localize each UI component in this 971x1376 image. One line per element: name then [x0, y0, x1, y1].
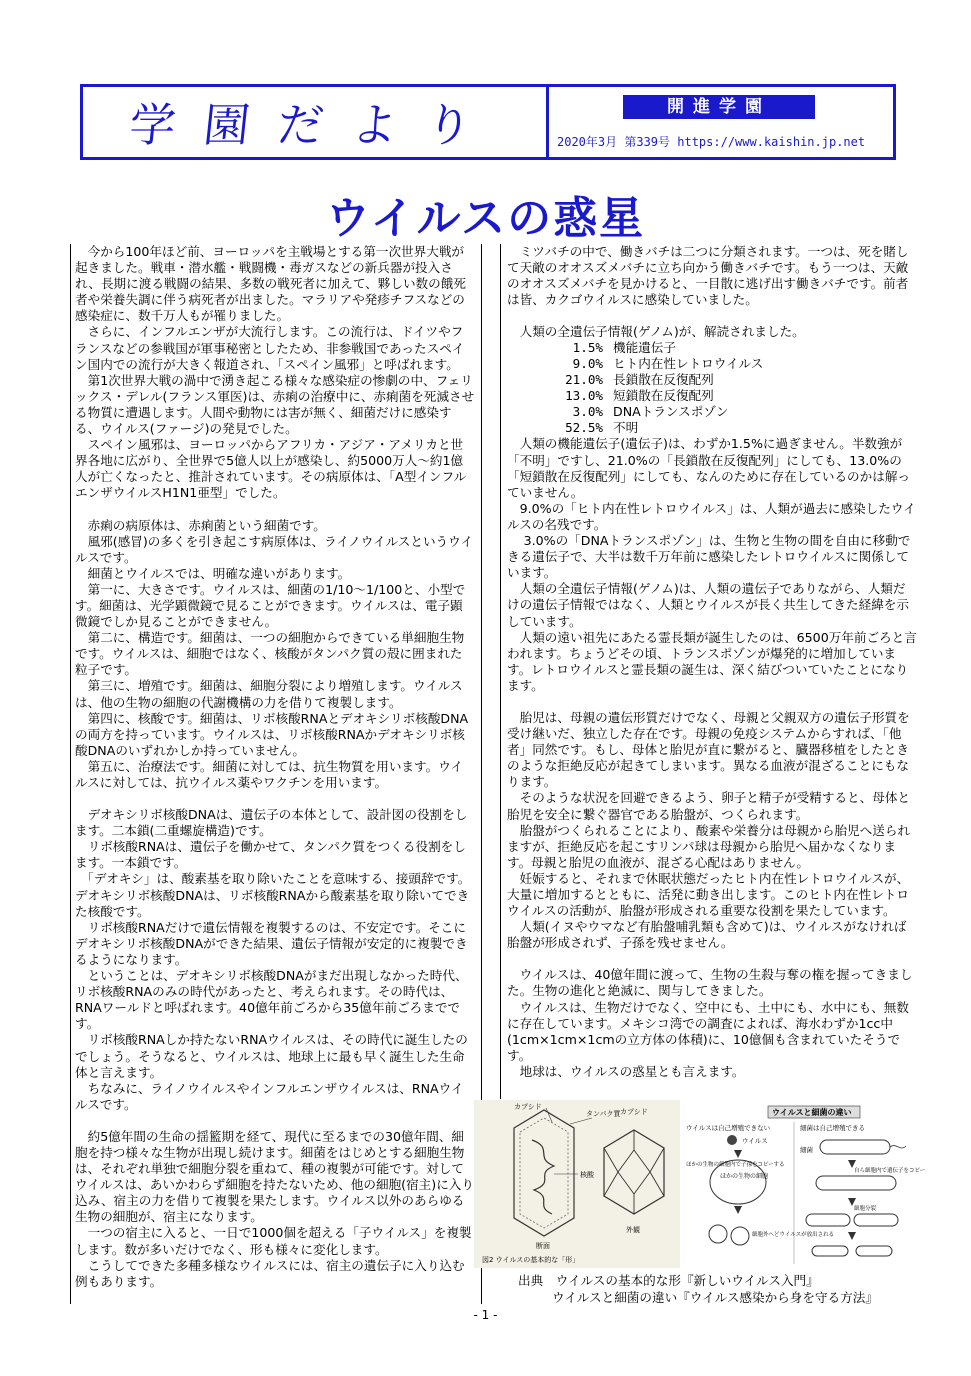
genome-row: [547, 404, 773, 420]
paragraph: 細菌とウイルスでは、明確な違いがあります。: [75, 565, 351, 581]
bacteria-label: 細菌: [800, 1146, 813, 1154]
bacterium-copying: [816, 1176, 896, 1190]
org-badge: 開進学園: [623, 95, 815, 119]
arrow-down-icon: [848, 1160, 856, 1168]
label-capsid-1: カプシド: [514, 1103, 542, 1111]
paragraph: 赤痢の病原体は、赤痢菌という細菌です。: [75, 517, 326, 533]
paragraph: 一つの宿主に入ると、一日で1000個を超える「子ウイルス」を複製します。数が多いだけでなく、形も様々に変化します。: [75, 1225, 472, 1257]
genome-row: [547, 356, 773, 372]
virus-particle: [727, 1135, 737, 1145]
daughter-cell: [731, 1227, 749, 1245]
facet-edge: [604, 1148, 618, 1172]
label-capsid-2: カプシド: [620, 1108, 648, 1116]
genome-percent: 52.5%: [565, 420, 603, 436]
label-section: 断面: [536, 1242, 550, 1250]
paragraph-gap: [75, 502, 475, 518]
paragraph: 風邪(感冒)の多くを引き起こす病原体は、ライノウイルスというウイルスです。: [75, 533, 473, 565]
paragraph: ウイルスは、40億年間に渡って、生物の生殺与奪の権を握ってきました。生物の進化と絶滅に、関与してきました。: [507, 967, 913, 999]
paragraph: 約5億年間の生命の揺籃期を経て、現代に至るまでの30億年間、細胞を持つ様々な生物が出現し続けます。細菌をはじめとする細胞生物は、それぞれ単独で細胞分裂を重ねて、種の複製が可能です。対してウイルスは、あいかわらず細胞を持たないため、他の細胞(宿主)に入り込み、宿主の力を借りて複製を果たします。ウイルス以外のあらゆる生物の細胞が、宿主になります。: [75, 1128, 474, 1225]
genome-percent: 3.0%: [572, 404, 603, 420]
release-label: 細胞外へどウイルスが放出される: [752, 1232, 835, 1238]
paragraph-gap: [75, 1113, 475, 1129]
genome-category: 短鎖散在反復配列: [613, 388, 714, 404]
paragraph: 3.0%の「DNAトランスポゾン」は、生物と生物の間を自由に移動できる遺伝子で、大半は数千万年前に感染したレトロウイルスに関係しています。: [507, 533, 911, 581]
right-column-intro: [507, 244, 917, 340]
paragraph: 第五に、治療法です。細菌に対しては、抗生物質を用います。ウイルスに対しては、抗ウイルス薬やワクチンを用います。: [75, 758, 464, 790]
divided-bacterium: [854, 1214, 898, 1226]
protein-pointer: [570, 1118, 592, 1124]
paragraph: 第二に、構造です。細菌は、一つの細胞からできている単細胞生物です。ウイルスは、細胞ではなく、核酸がタンパク質の殻に囲まれた粒子です。: [75, 630, 465, 678]
nucleic-acid-strand: [532, 1140, 554, 1214]
facet-edge: [604, 1172, 618, 1196]
capsid-facet: [618, 1150, 650, 1194]
paragraph: 胎盤がつくられることにより、酸素や栄養分は母親から胎児へ送られますが、拒絶反応を起こすリンパ球は母親から胎児へ届かなくなります。母親と胎児の血液が、混ざる心配はありません。: [507, 822, 910, 870]
genome-percent: 21.0%: [565, 372, 603, 388]
paragraph: ウイルスは、生物だけでなく、空中にも、土中にも、水中にも、無数に存在しています。メキシコ湾での調査によれば、海水わずか1cc中(1cm×1cm×1cmの立方体の体積)に、10億個も含まれていたそうです。: [507, 999, 909, 1063]
paragraph: 9.0%の「ヒト内在性レトロウイルス」は、人類が過去に感染したウイルスの名残です。: [507, 500, 916, 532]
figure-source: [518, 1272, 878, 1306]
arrow-down-icon: [848, 1198, 856, 1206]
genome-row: [547, 388, 773, 404]
genome-category: 不明: [613, 420, 639, 436]
protein-layer: [520, 1118, 568, 1228]
genome-row: [547, 372, 773, 388]
paragraph: ミツバチの中で、働きバチは二つに分類されます。一つは、死を賭して天敵のオオスズメバチに立ち向かう働きバチです。もう一つは、天敵のオオスズメバチを見かけると、一目散に逃げ出す働きバチです。前者は皆、カクゴウイルスに感染していました。: [507, 244, 909, 308]
genome-table: [547, 340, 773, 436]
genome-row: [547, 340, 773, 356]
virus-label: ウイルス: [742, 1137, 768, 1145]
paragraph: 第一に、大きさです。ウイルスは、細菌の1/10～1/100と、小型です。細菌は、光学顕微鏡で見ることができます。ウイルスは、電子顕微鏡でしか見ることができません。: [75, 581, 466, 630]
daughter-cell: [709, 1225, 727, 1243]
capsid-pointer: [546, 1108, 552, 1122]
genome-category: 機能遺伝子: [613, 340, 676, 356]
self-copy-label: 自ら細胞内で遺伝子をコピー: [854, 1168, 926, 1174]
divided-bacterium: [856, 1246, 892, 1256]
paragraph: 第四に、核酸です。細菌は、リボ核酸RNAとデオキシリボ核酸DNAの両方を持っています。ウイルスは、リボ核酸RNAかデオキシリボ核酸DNAのいずれかしか持っていません。: [75, 710, 469, 758]
paragraph-gap: [507, 694, 917, 710]
paragraph: リボ核酸RNAだけで遺伝情報を複製するのは、不安定です。そこにデオキシリボ核酸DNAができた結果、遺伝子情報が安定的に複製できるようになります。: [75, 919, 468, 967]
bacteria-heading: 細菌は自己増殖できる: [800, 1124, 865, 1132]
masthead-box: [80, 84, 896, 160]
arrow-down-icon: [734, 1206, 742, 1214]
virus-vs-bacteria-diagram: [682, 1106, 926, 1266]
genome-category: DNAトランスポゾン: [613, 404, 729, 420]
virus-heading: ウイルスは自己増殖できない: [686, 1124, 771, 1132]
paragraph: 第三に、増殖です。細菌は、細胞分裂により増殖します。ウイルスは、他の生物の細胞の代謝機構の力を借りて複製します。: [75, 678, 463, 710]
article-title: ウイルスの惑星: [325, 193, 646, 244]
genome-row: [547, 420, 773, 436]
genome-category: ヒト内在性レトロウイルス: [613, 356, 764, 372]
genome-percent: 1.5%: [572, 340, 603, 356]
paragraph: リボ核酸RNAしか持たないRNAウイルスは、その時代に誕生したのでしょう。そうなると、ウイルスは、地球上に最も早く誕生した生命体と言えます。: [75, 1032, 468, 1080]
label-exterior: 外観: [626, 1226, 640, 1234]
host-note: ほかの生物の細胞内で子孫をコピーする: [686, 1162, 785, 1168]
diagram-title: ウイルスと細菌の違い: [772, 1108, 852, 1117]
capsid-outline-section: [514, 1110, 574, 1236]
left-column: [70, 244, 482, 1304]
paragraph: スペイン風邪は、ヨーロッパからアフリカ・アジア・アメリカと世界各地に広がり、全世界で5億人以上が感染し、約5000万人～約1億人が亡くなったと、推計されています。その病原体は、「A型インフルエンザウイルスH1N1亜型」でした。: [75, 437, 467, 501]
paragraph: 胎児は、母親の遺伝形質だけでなく、母親と父親双方の遺伝子形質を受け継いだ、独立した存在です。母親の免疫システムからすれば、「他者」同然です。もし、母体と胎児が直に繋がると、臓器移植をしたときのような拒絶反応が起きてしまいます。異なる血液が混ざることにもなります。: [507, 709, 910, 790]
label-protein: タンパク質: [586, 1110, 621, 1118]
paragraph: 第1次世界大戦の渦中で湧き起こる様々な感染症の惨劇の中、フェリックス・デレル(フランス軍医)は、赤痢の治療中に、赤痢菌を死滅させる物質に遭遇します。人間や動物には害が無く、細菌だけに感染する、ウイルス(ファージ)の発見でした。: [75, 372, 475, 437]
right-column: [500, 244, 917, 1099]
paragraph-gap: [507, 951, 917, 967]
host-cell-label: ほかの生物の細胞: [720, 1173, 769, 1180]
flagellum: [890, 1146, 906, 1148]
figure-caption: 図2 ウイルスの基本的な「形」: [482, 1256, 580, 1264]
paragraph: 人類の機能遺伝子(遺伝子)は、わずか1.5%に過ぎません。半数強が「不明」ですし、21.0%の「長鎖散在反復配列」にしても、13.0%の「短鎖散在反復配列」にしても、なんのために存在しているのかは解っていません。: [507, 436, 910, 500]
page-number: - 1 -: [473, 1308, 498, 1322]
virus-vs-bacteria-figure: [682, 1106, 926, 1266]
genome-percent: 13.0%: [565, 388, 603, 404]
paragraph: デオキシリボ核酸DNAは、遺伝子の本体として、設計図の役割をします。二本鎖(二重螺旋構造)です。: [75, 807, 468, 839]
paragraph: 「デオキシ」は、酸素基を取り除いたことを意味する、接頭辞です。デオキシリボ核酸DNAは、リボ核酸RNAから酸素基を取り除いてできた核酸です。: [75, 871, 471, 919]
arrow-down-icon: [734, 1150, 742, 1158]
paragraph: 地球は、ウイルスの惑星とも言えます。: [507, 1063, 745, 1079]
divided-bacterium: [806, 1214, 850, 1226]
paragraph: そのような状況を回避できるよう、卵子と精子が受精すると、母体と胎児を安全に繋ぐ器官である胎盤が、つくられます。: [507, 790, 910, 822]
paragraph-gap: [75, 791, 475, 807]
paragraph: 人類の全遺伝子情報(ゲノム)は、人類の遺伝子でありながら、人類だけの遺伝子情報ではなく、人類とウイルスが長く共生してきた経緯を示しています。: [507, 581, 909, 629]
masthead-title-cell: [83, 87, 549, 157]
right-column-body: [507, 436, 917, 1080]
figure-area: [474, 1100, 926, 1268]
division-label: 細胞分裂: [854, 1206, 877, 1212]
paragraph: ということは、デオキシリボ核酸DNAがまだ出現しなかった時代、リボ核酸RNAのみの時代があったと、考えられます。その時代は、RNAワールドと呼ばれます。40億年前ごろから35億年前ごろまでです。: [75, 968, 468, 1032]
paragraph: ちなみに、ライノウイルスやインフルエンザウイルスは、RNAウイルスです。: [75, 1080, 464, 1112]
facet-edge: [650, 1148, 664, 1172]
paragraph: さらに、インフルエンザが大流行します。この流行は、ドイツやフランスなどの参戦国が軍事秘密としたため、非参戦国であったスペイン国内での流行が大きく報道され、「スペイン風邪」と呼ばれます。: [75, 324, 465, 372]
paragraph: 人類の全遺伝子情報(ゲノム)が、解読されました。: [507, 324, 805, 340]
masthead-info-cell: [549, 87, 893, 157]
source-line-2: ウイルスと細菌の違い『ウイルス感染から身を守る方法』: [552, 1290, 878, 1305]
bacterium: [820, 1140, 890, 1154]
divided-bacterium: [812, 1246, 848, 1256]
arrow-down-icon: [848, 1232, 856, 1240]
source-line-1: 出典 ウイルスの基本的な形『新しいウイルス入門』: [518, 1273, 819, 1288]
virus-shape-diagram: [474, 1100, 680, 1268]
paragraph: こうしてできた多種多様なウイルスには、宿主の遺伝子に入り込む例もあります。: [75, 1257, 465, 1289]
facet-edge: [650, 1172, 664, 1196]
paragraph: リボ核酸RNAは、遺伝子を働かせて、タンパク質をつくる役割をします。一本鎖です。: [75, 839, 466, 871]
paragraph-gap: [507, 308, 917, 324]
masthead-title: 学園だより: [126, 98, 503, 152]
label-nucleic-acid: 核酸: [580, 1171, 594, 1179]
genome-percent: 9.0%: [572, 356, 603, 372]
paragraph: 人類の遠い祖先にあたる霊長類が誕生したのは、6500万年前ごろと言われます。ちょうどその頃、トランスポゾンが爆発的に増加しています。レトロウイルスと霊長類の誕生は、深く結びついていたことになります。: [507, 629, 917, 693]
issue-line: 2020年3月 第339号 https://www.kaishin.jp.net: [557, 135, 866, 149]
paragraph: 人類(イヌやウマなど有胎盤哺乳類も含めて)は、ウイルスがなければ胎盤が形成されず、子孫を残せません。: [507, 919, 907, 951]
paragraph: 今から100年ほど前、ヨーロッパを主戦場とする第一次世界大戦が起きました。戦車・潜水艦・戦闘機・毒ガスなどの新兵器が投入され、長期に渡る戦闘の結果、多数の戦死者に加えて、夥しい数の餓死者や栄養失調に伴う病死者が出ました。マラリアや発疹チフスなどの感染症に、数千万人もが罹りました。: [75, 244, 466, 324]
virus-shape-figure: [474, 1100, 680, 1268]
genome-category: 長鎖散在反復配列: [613, 372, 714, 388]
paragraph: 妊娠すると、それまで休眠状態だったヒト内在性レトロウイルスが、大量に増加するとともに、活発に動き出します。このヒト内在性レトロウイルスの活動が、胎盤が形成される重要な役割を果たしています。: [507, 870, 910, 919]
